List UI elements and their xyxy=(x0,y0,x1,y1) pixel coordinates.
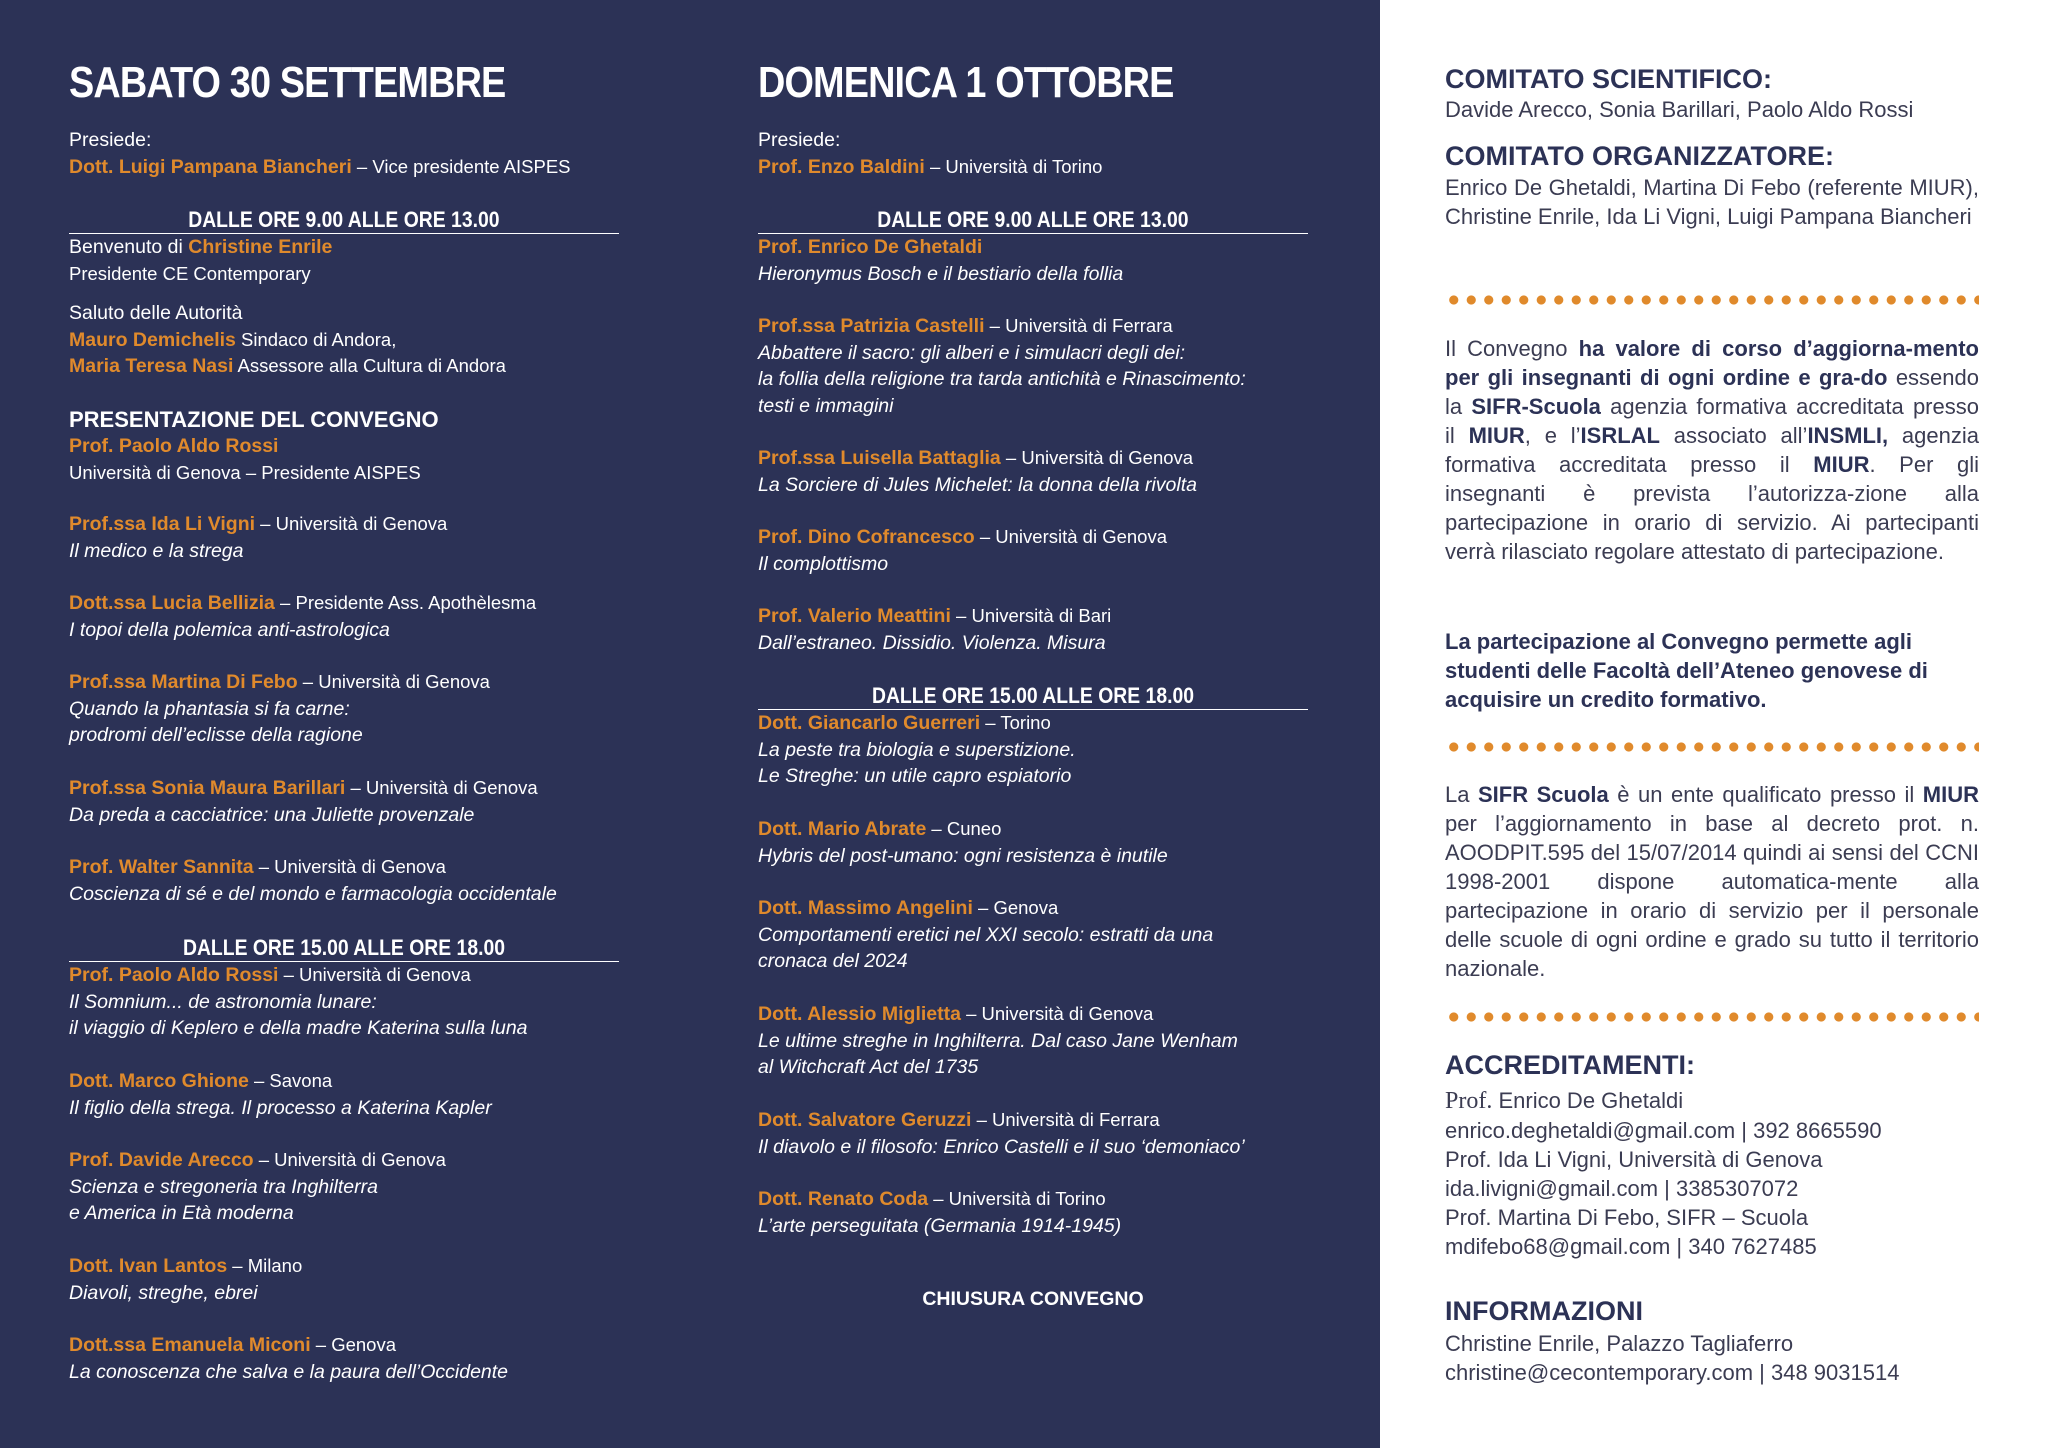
authority-2-role: Assessore alla Cultura di Andora xyxy=(233,355,506,376)
body-text: . Per gli insegnanti è prevista l’autorizza-zione alla partecipazione in orario di servizio. Ai partecipanti verrà rilasciato regolare attestato di partecipazione. xyxy=(1445,452,1979,564)
talk-title: il viaggio di Keplero e della madre Katerina sulla luna xyxy=(69,1017,528,1039)
information-list xyxy=(1445,1329,1979,1387)
acc-line: Prof. Martina Di Febo, SIFR – Scuola xyxy=(1445,1205,1809,1230)
talk xyxy=(758,234,1318,287)
speaker-affiliation: – Milano xyxy=(227,1255,303,1276)
speaker-name: Prof. Valerio Meattini xyxy=(758,605,951,627)
speaker-name: Dott.ssa Emanuela Miconi xyxy=(69,1334,311,1356)
talk-title: L’arte perseguitata (Germania 1914-1945) xyxy=(758,1214,1122,1237)
body-text: agenzia formativa accreditata presso il xyxy=(1445,423,1979,477)
saturday-title: SABATO 30 SETTEMBRE xyxy=(69,58,506,107)
emphasis-text: MIUR xyxy=(1813,452,1870,477)
speaker-affiliation: – Università di Genova xyxy=(255,513,448,534)
speaker-name: Prof.ssa Patrizia Castelli xyxy=(758,315,985,337)
talk-title: e America in Età moderna xyxy=(69,1202,294,1224)
speaker-affiliation: – Università di Bari xyxy=(950,605,1112,626)
speaker-affiliation: – Presidente Ass. Apothèlesma xyxy=(274,592,537,613)
accreditations-list xyxy=(1445,1086,1979,1261)
body-text: essendo la xyxy=(1445,365,1979,419)
emphasis-text: MIUR xyxy=(1922,782,1979,807)
speaker-affiliation: – Università di Genova xyxy=(253,856,446,877)
chair-label: Presiede: xyxy=(69,129,152,151)
talk-title: Il figlio della strega. Il processo a Katerina Kapler xyxy=(69,1096,492,1119)
talk xyxy=(69,854,629,907)
talk-title: Il Somnium... de astronomia lunare: xyxy=(69,990,377,1013)
speaker-affiliation: – Genova xyxy=(310,1334,397,1355)
speaker-name: Dott. Renato Coda xyxy=(758,1188,929,1210)
talk-title: cronaca del 2024 xyxy=(758,950,908,972)
talk-title: Abbattere il sacro: gli alberi e i simulacri degli dei: xyxy=(758,341,1186,364)
talk-title: Scienza e stregoneria tra Inghilterra xyxy=(69,1175,378,1198)
speaker-affiliation: – Torino xyxy=(980,712,1051,733)
saturday-afternoon-header: DALLE ORE 15.00 ALLE ORE 18.00 xyxy=(69,935,619,962)
talk-title: Comportamenti eretici nel XXI secolo: estratti da una xyxy=(758,923,1214,946)
information-heading: INFORMAZIONI xyxy=(1445,1296,1643,1326)
authority-2-name: Maria Teresa Nasi xyxy=(69,355,234,377)
talk xyxy=(69,669,629,749)
body-text: La xyxy=(1445,782,1478,807)
talk-title: Dall’estraneo. Dissidio. Violenza. Misura xyxy=(758,631,1106,654)
accreditations-heading: ACCREDITAMENTI: xyxy=(1445,1050,1695,1080)
talk-title: Diavoli, streghe, ebrei xyxy=(69,1281,258,1304)
talk-title: Quando la phantasia si fa carne: xyxy=(69,697,350,720)
info-line: christine@cecontemporary.com | 348 9031514 xyxy=(1445,1360,1900,1385)
body-text: è un ente qualificato presso il xyxy=(1608,782,1923,807)
speaker-name: Prof. Enrico De Ghetaldi xyxy=(758,236,983,258)
scientific-committee-members: Davide Arecco, Sonia Barillari, Paolo Aldo Rossi xyxy=(1445,97,1914,122)
chair-label: Presiede: xyxy=(758,129,841,151)
speaker-affiliation: – Università di Genova xyxy=(253,1149,446,1170)
body-text: , e l’ xyxy=(1524,423,1581,448)
authority-1-name: Mauro Demichelis xyxy=(69,328,236,351)
talk-title: I topoi della polemica anti-astrologica xyxy=(69,618,390,641)
speaker-name: Prof. Paolo Aldo Rossi xyxy=(69,964,279,986)
speaker-name: Dott. Mario Abrate xyxy=(758,818,927,840)
talk-title: la follia della religione tra tarda antichità e Rinascimento: xyxy=(758,368,1246,390)
talk xyxy=(69,1068,629,1121)
talk-title: La Sorciere di Jules Michelet: la donna della rivolta xyxy=(758,473,1197,496)
emphasis-text: ha valore di corso d’aggiorna-mento per gli insegnanti di ogni ordine e gra-do xyxy=(1445,336,1979,390)
speaker-affiliation: – Università di Genova xyxy=(960,1003,1154,1024)
speaker-name: Prof. Walter Sannita xyxy=(69,856,254,878)
acc-line: ida.livigni@gmail.com | 3385307072 xyxy=(1445,1176,1799,1201)
speaker-affiliation: – Università di Genova xyxy=(1000,447,1194,468)
speaker-name: Dott.ssa Lucia Bellizia xyxy=(69,592,275,614)
body-text: Il Convegno xyxy=(1445,336,1579,361)
talk xyxy=(758,313,1318,419)
talk xyxy=(758,816,1318,869)
speaker-name: Dott. Giancarlo Guerreri xyxy=(758,712,981,734)
speaker-affiliation: – Università di Torino xyxy=(928,1188,1106,1209)
welcome-prefix: Benvenuto di xyxy=(69,236,189,258)
talk-title: testi e immagini xyxy=(758,394,894,417)
welcome-name: Christine Enrile xyxy=(188,236,333,258)
speaker-affiliation: – Savona xyxy=(248,1070,333,1091)
saturday-chair xyxy=(69,127,629,180)
chair-role: – Vice presidente AISPES xyxy=(351,155,571,177)
info-line: Christine Enrile, Palazzo Tagliaferro xyxy=(1445,1331,1794,1356)
dotted-divider xyxy=(1445,1011,1979,1023)
presentation-name: Prof. Paolo Aldo Rossi xyxy=(69,435,279,457)
body-text: per l’aggiornamento in base al decreto prot. n. AOODPIT.595 del 15/07/2014 quindi ai sensi del CCNI 1998-2001 dispone automatica-mente alla partecipazione in orario di servizio per il personale delle scuole di ogni ordine e grado su tutto il territorio nazionale. xyxy=(1445,811,1979,981)
talk xyxy=(758,603,1318,656)
sunday-afternoon-header: DALLE ORE 15.00 ALLE ORE 18.00 xyxy=(758,683,1308,710)
talk xyxy=(69,511,629,564)
authority-1-role: Sindaco di Andora, xyxy=(235,328,397,350)
body-text: agenzia formativa accreditata presso il xyxy=(1445,394,1979,448)
sunday-title: DOMENICA 1 OTTOBRE xyxy=(758,58,1174,107)
speaker-name: Dott. Salvatore Geruzzi xyxy=(758,1109,972,1131)
emphasis-text: SIFR Scuola xyxy=(1478,782,1609,807)
speaker-affiliation: – Università di Genova xyxy=(297,671,490,692)
talk xyxy=(758,1001,1318,1081)
speaker-name: Prof.ssa Ida Li Vigni xyxy=(69,513,256,535)
accreditation-paragraph xyxy=(1445,334,1979,566)
speaker-name: Prof.ssa Luisella Battaglia xyxy=(758,447,1001,469)
organizing-committee-heading: COMITATO ORGANIZZATORE: xyxy=(1445,141,1834,171)
dotted-divider xyxy=(1445,741,1979,753)
talk-title: Hieronymus Bosch e il bestiario della follia xyxy=(758,262,1124,285)
saturday-presentation xyxy=(69,406,629,486)
talk xyxy=(69,1332,629,1385)
speaker-affiliation: – Cuneo xyxy=(926,818,1002,839)
acc-line: mdifebo68@gmail.com | 340 7627485 xyxy=(1445,1234,1817,1259)
talk-title: Hybris del post-umano: ogni resistenza è inutile xyxy=(758,844,1168,867)
talk-title: Le Streghe: un utile capro espiatorio xyxy=(758,765,1072,787)
speaker-affiliation: – Università di Ferrara xyxy=(984,315,1173,336)
talk-title: al Witchcraft Act del 1735 xyxy=(758,1056,979,1078)
dotted-divider xyxy=(1445,294,1979,306)
speaker-affiliation: – Università di Genova xyxy=(974,526,1167,547)
talk xyxy=(758,524,1318,577)
presentation-role: Università di Genova – Presidente AISPES xyxy=(69,461,421,483)
talk-title: Coscienza di sé e del mondo e farmacologia occidentale xyxy=(69,882,557,905)
talk-title: prodromi dell’eclisse della ragione xyxy=(69,724,363,746)
speaker-name: Dott. Alessio Miglietta xyxy=(758,1003,961,1025)
chair-name: Prof. Enzo Baldini xyxy=(758,155,925,178)
speaker-name: Prof. Dino Cofrancesco xyxy=(758,526,975,548)
speaker-name: Prof.ssa Sonia Maura Barillari xyxy=(69,777,346,799)
speaker-affiliation: – Università di Ferrara xyxy=(971,1109,1160,1130)
saturday-welcome xyxy=(69,234,629,287)
saturday-authorities xyxy=(69,300,629,380)
talk xyxy=(758,1107,1318,1160)
talk-title: Il medico e la strega xyxy=(69,539,244,562)
emphasis-text: INSMLI, xyxy=(1807,423,1889,448)
talk-title: Il complottismo xyxy=(758,552,889,575)
talk xyxy=(69,775,629,828)
closing-label: CHIUSURA CONVEGNO xyxy=(922,1288,1144,1310)
saluto-label: Saluto delle Autorità xyxy=(69,302,243,324)
talk xyxy=(69,1147,629,1227)
sunday-chair xyxy=(758,127,1318,180)
talk-title: La conoscenza che salva e la paura dell’Occidente xyxy=(69,1360,509,1383)
talk xyxy=(758,1186,1318,1239)
saturday-morning-header: DALLE ORE 9.00 ALLE ORE 13.00 xyxy=(69,207,619,234)
chair-role: – Università di Torino xyxy=(924,155,1103,177)
speaker-name: Dott. Massimo Angelini xyxy=(758,897,973,919)
talk-title: La peste tra biologia e superstizione. xyxy=(758,738,1076,761)
body-text: associato all’ xyxy=(1659,423,1808,448)
speaker-affiliation: – Università di Genova xyxy=(345,777,538,798)
welcome-role: Presidente CE Contemporary xyxy=(69,262,311,284)
prof-name: Enrico De Ghetaldi xyxy=(1492,1088,1684,1113)
talk xyxy=(69,1253,629,1306)
talk xyxy=(758,895,1318,975)
acc-line: Prof. Ida Li Vigni, Università di Genova xyxy=(1445,1147,1823,1172)
sifr-paragraph xyxy=(1445,780,1979,983)
speaker-name: Dott. Marco Ghione xyxy=(69,1070,249,1092)
emphasis-text: MIUR xyxy=(1468,423,1525,448)
talk-title: Le ultime streghe in Inghilterra. Dal caso Jane Wenham xyxy=(758,1029,1238,1052)
credit-paragraph: La partecipazione al Convegno permette agli studenti delle Facoltà dell’Ateneo genovese di acquisire un credito formativo. xyxy=(1445,629,1928,712)
emphasis-text: SIFR-Scuola xyxy=(1471,394,1601,419)
chair-name: Dott. Luigi Pampana Biancheri xyxy=(69,155,352,178)
speaker-name: Prof. Davide Arecco xyxy=(69,1149,254,1171)
organizing-committee-members: Enrico De Ghetaldi, Martina Di Febo (referente MIUR), Christine Enrile, Ida Li Vigni, Luigi Pampana Biancheri xyxy=(1445,175,1979,229)
speaker-name: Dott. Ivan Lantos xyxy=(69,1255,228,1277)
acc-line: enrico.deghetaldi@gmail.com | 392 8665590 xyxy=(1445,1118,1882,1143)
talk-title: Il diavolo e il filosofo: Enrico Castelli e il suo ‘demoniaco’ xyxy=(758,1135,1245,1158)
scientific-committee-heading: COMITATO SCIENTIFICO: xyxy=(1445,64,1772,94)
talk xyxy=(69,962,629,1042)
speaker-affiliation: – Genova xyxy=(972,897,1059,918)
talk xyxy=(69,590,629,643)
prof-prefix: Prof. xyxy=(1445,1088,1493,1114)
speaker-name: Prof.ssa Martina Di Febo xyxy=(69,671,298,693)
emphasis-text: ISRLAL xyxy=(1580,423,1660,448)
talk xyxy=(758,445,1318,498)
presentation-heading: PRESENTAZIONE DEL CONVEGNO xyxy=(69,407,439,432)
talk xyxy=(758,710,1318,790)
sunday-morning-header: DALLE ORE 9.00 ALLE ORE 13.00 xyxy=(758,207,1308,234)
talk-title: Da preda a cacciatrice: una Juliette provenzale xyxy=(69,803,475,826)
speaker-affiliation: – Università di Genova xyxy=(278,964,471,985)
